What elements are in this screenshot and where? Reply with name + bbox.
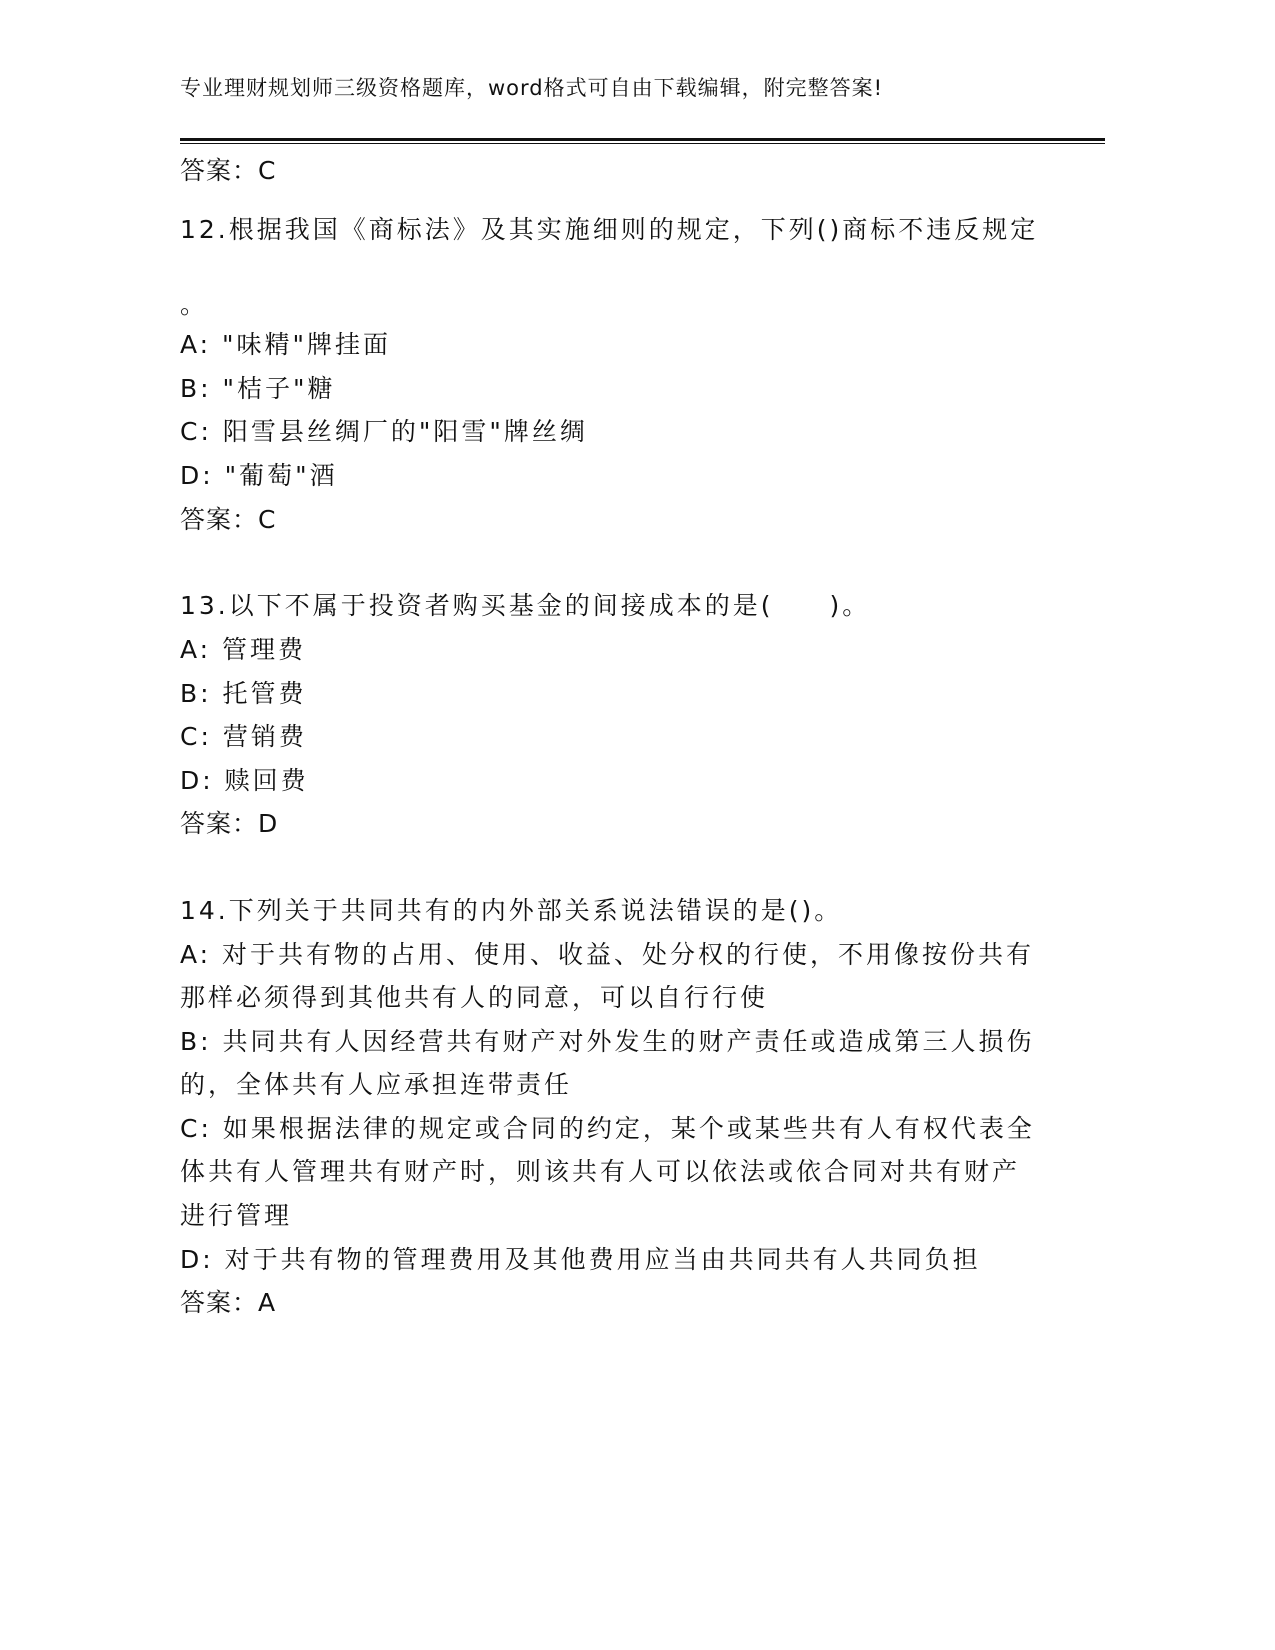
question-14-option-c-line-2: 体共有人管理共有财产时，则该共有人可以依法或依合同对共有财产 [180, 1157, 1021, 1186]
answer-label: 答案： [180, 809, 259, 838]
question-12-option-a: A: "味精"牌挂面 [180, 330, 392, 359]
question-14-option-b-line-1: B: 共同共有人因经营共有财产对外发生的财产责任或造成第三人损伤 [180, 1027, 1035, 1056]
question-14-option-a-line-2: 那样必须得到其他共有人的同意，可以自行行使 [180, 983, 769, 1012]
answer-label: 答案： [180, 505, 259, 534]
answer-value: C [258, 156, 278, 185]
question-14-option-c-line-1: C: 如果根据法律的规定或合同的约定，某个或某些共有人有权代表全 [180, 1114, 1035, 1143]
answer-value: A [258, 1288, 278, 1317]
question-14-option-c-line-3: 进行管理 [180, 1201, 293, 1230]
question-13-option-b: B: 托管费 [180, 679, 307, 708]
answer-label: 答案： [180, 1288, 259, 1317]
header-title: 专业理财规划师三级资格题库，word格式可自由下载编辑，附完整答案! [180, 76, 884, 100]
question-14-answer [180, 1288, 277, 1318]
question-12-stem-line-1: 12.根据我国《商标法》及其实施细则的规定，下列()商标不违反规定 [180, 215, 1039, 244]
question-13-answer [180, 809, 279, 839]
header-rule-thick [180, 138, 1105, 141]
header-rule-thin [180, 143, 1105, 144]
answer-label: 答案： [180, 156, 259, 185]
answer-line [180, 156, 277, 186]
question-13-stem: 13.以下不属于投资者购买基金的间接成本的是( )。 [180, 591, 871, 620]
question-14-option-b-line-2: 的，全体共有人应承担连带责任 [180, 1070, 573, 1099]
question-12-option-b: B: "桔子"糖 [180, 374, 336, 403]
answer-value: D [258, 809, 280, 838]
answer-value: C [258, 505, 278, 534]
question-13-option-a: A: 管理费 [180, 635, 307, 664]
question-12-answer [180, 505, 277, 535]
question-14-option-d: D: 对于共有物的管理费用及其他费用应当由共同共有人共同负担 [180, 1245, 981, 1274]
question-12-option-d: D: "葡萄"酒 [180, 461, 338, 490]
question-13-option-d: D: 赎回费 [180, 766, 309, 795]
question-14-stem: 14.下列关于共同共有的内外部关系说法错误的是()。 [180, 896, 843, 925]
question-14-option-a-line-1: A: 对于共有物的占用、使用、收益、处分权的行使，不用像按份共有 [180, 940, 1035, 969]
question-13-option-c: C: 营销费 [180, 722, 307, 751]
question-12-option-c: C: 阳雪县丝绸厂的"阳雪"牌丝绸 [180, 417, 588, 446]
question-12-stem-line-2: 。 [180, 290, 209, 319]
